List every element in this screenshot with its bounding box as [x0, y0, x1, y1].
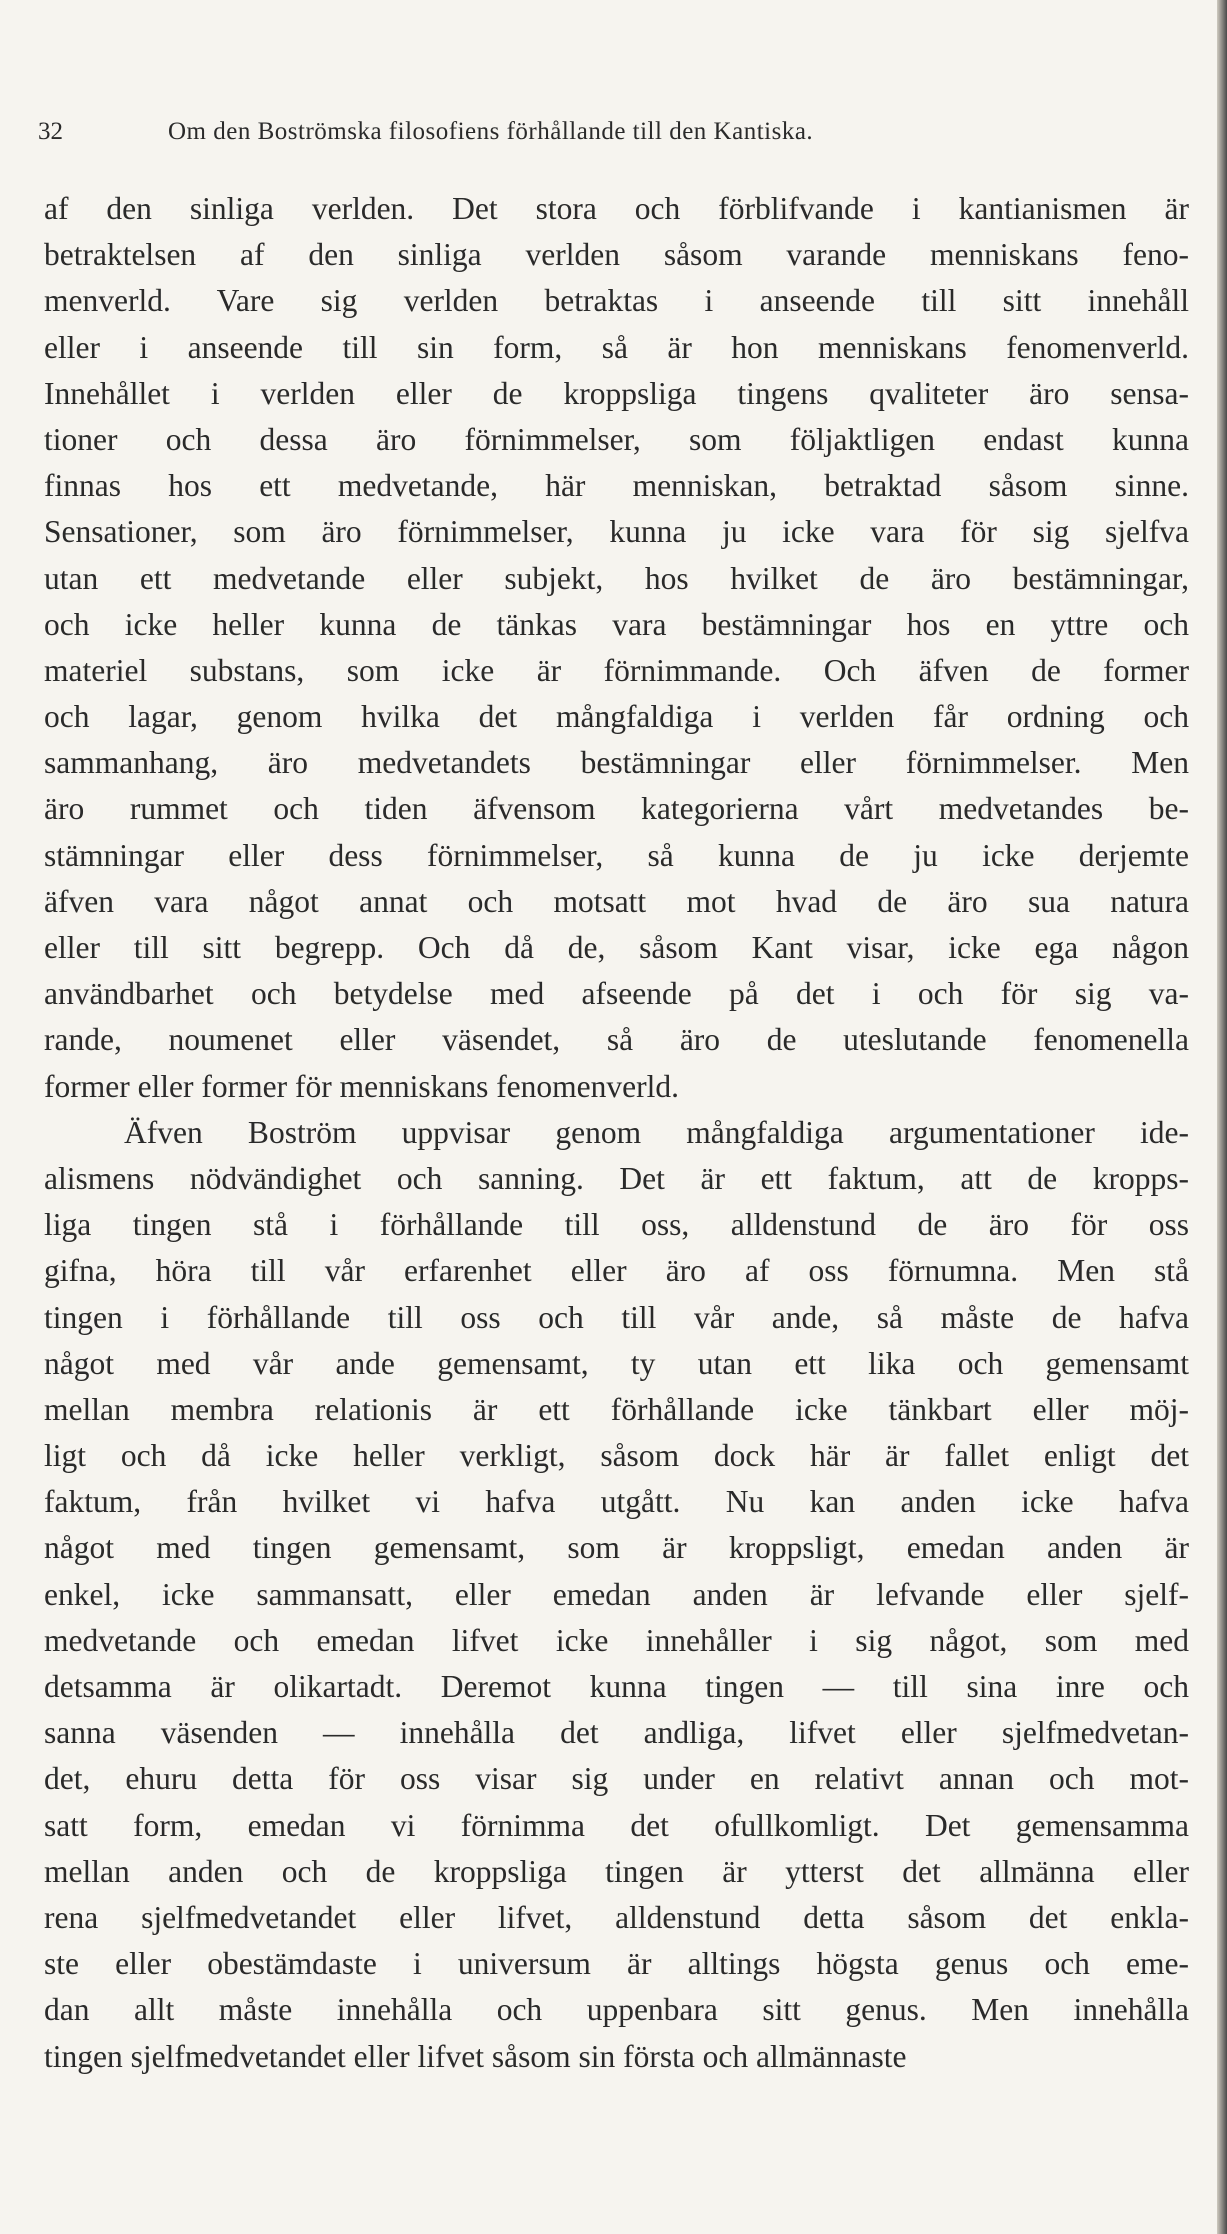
text-line: tioner och dessa äro förnimmelser, som följaktligen endast kunna	[44, 421, 1189, 457]
text-line: tingen sjelfmedvetandet eller lifvet såsom sin första och allmännaste	[44, 2038, 907, 2074]
text-line: användbarhet och betydelse med afseende på det i och för sig va-	[44, 976, 1189, 1012]
text-line: ste eller obestämdaste i universum är alltings högsta genus och eme-	[44, 1946, 1189, 1982]
text-line: Innehållet i verlden eller de kroppsliga tingens qvaliteter äro sensa-	[44, 375, 1189, 411]
text-line: något med vår ande gemensamt, ty utan ett lika och gemensamt	[44, 1345, 1189, 1381]
text-line: tingen i förhållande till oss och till vår ande, så måste de hafva	[44, 1299, 1189, 1335]
text-line: sanna väsenden — innehålla det andliga, lifvet eller sjelfmedvetan-	[44, 1715, 1189, 1751]
text-line: finnas hos ett medvetande, här menniskan, betraktad såsom sinne.	[44, 468, 1189, 504]
text-line: medvetande och emedan lifvet icke innehåller i sig något, som med	[44, 1622, 1189, 1658]
page-number: 32	[38, 118, 63, 145]
text-line: enkel, icke sammansatt, eller emedan anden är lefvande eller sjelf-	[44, 1576, 1189, 1612]
text-line: detsamma är olikartadt. Deremot kunna tingen — till sina inre och	[44, 1669, 1189, 1704]
text-line: stämningar eller dess förnimmelser, så kunna de ju icke derjemte	[44, 837, 1189, 873]
text-line: utan ett medvetande eller subjekt, hos hvilket de äro bestämningar,	[44, 560, 1189, 596]
text-line: mellan anden och de kroppsliga tingen är ytterst det allmänna eller	[44, 1853, 1189, 1889]
text-line: sammanhang, äro medvetandets bestämningar eller förnimmelser. Men	[44, 745, 1189, 781]
text-line: eller till sitt begrepp. Och då de, såsom Kant visar, icke ega någon	[44, 930, 1189, 965]
text-line: former eller former för menniskans fenomenverld.	[44, 1068, 679, 1104]
text-line: materiel substans, som icke är förnimmande. Och äfven de former	[44, 652, 1189, 688]
text-line: ligt och då icke heller verkligt, såsom dock här är fallet enligt det	[44, 1438, 1189, 1474]
text-line: alismens nödvändighet och sanning. Det är ett faktum, att de kropps-	[44, 1160, 1189, 1196]
text-line: rena sjelfmedvetandet eller lifvet, alldenstund detta såsom det enkla-	[44, 1899, 1189, 1935]
text-line: dan allt måste innehålla och uppenbara sitt genus. Men innehålla	[44, 1992, 1189, 2028]
text-line: gifna, höra till vår erfarenhet eller äro af oss förnumna. Men stå	[44, 1253, 1189, 1289]
text-line: äfven vara något annat och motsatt mot hvad de äro sua natura	[44, 883, 1189, 919]
running-title: Om den Boströmska filosofiens förhållande till den Kantiska.	[168, 118, 814, 145]
running-header	[38, 112, 1178, 152]
paragraph-1	[44, 186, 1189, 1110]
page-edge	[1217, 0, 1227, 2234]
text-line: mellan membra relationis är ett förhållande icke tänkbart eller möj-	[44, 1391, 1189, 1427]
text-line: eller i anseende till sin form, så är hon menniskans fenomenverld.	[44, 329, 1189, 365]
paragraph-2	[44, 1110, 1189, 2080]
text-line: liga tingen stå i förhållande till oss, alldenstund de äro för oss	[44, 1207, 1189, 1243]
body-text	[44, 186, 1189, 2080]
text-line: och lagar, genom hvilka det mångfaldiga i verlden får ordning och	[44, 699, 1189, 735]
text-line: Äfven Boström uppvisar genom mångfaldiga argumentationer ide-	[124, 1114, 1189, 1150]
text-line: satt form, emedan vi förnimma det ofullkomligt. Det gemensamma	[44, 1807, 1189, 1843]
text-line: något med tingen gemensamt, som är kroppsligt, emedan anden är	[44, 1530, 1189, 1566]
text-line: menverld. Vare sig verlden betraktas i anseende till sitt innehåll	[44, 283, 1189, 319]
text-line: faktum, från hvilket vi hafva utgått. Nu kan anden icke hafva	[44, 1484, 1189, 1520]
text-line: rande, noumenet eller väsendet, så äro de uteslutande fenomenella	[44, 1022, 1189, 1058]
text-line: Sensationer, som äro förnimmelser, kunna ju icke vara för sig sjelfva	[44, 514, 1189, 550]
text-line: det, ehuru detta för oss visar sig under en relativt annan och mot-	[44, 1761, 1189, 1797]
text-line: och icke heller kunna de tänkas vara bestämningar hos en yttre och	[44, 606, 1189, 642]
text-line: af den sinliga verlden. Det stora och förblifvande i kantianismen är	[44, 191, 1189, 226]
text-line: äro rummet och tiden äfvensom kategorierna vårt medvetandes be-	[44, 791, 1189, 827]
text-line: betraktelsen af den sinliga verlden såsom varande menniskans feno-	[44, 237, 1189, 273]
